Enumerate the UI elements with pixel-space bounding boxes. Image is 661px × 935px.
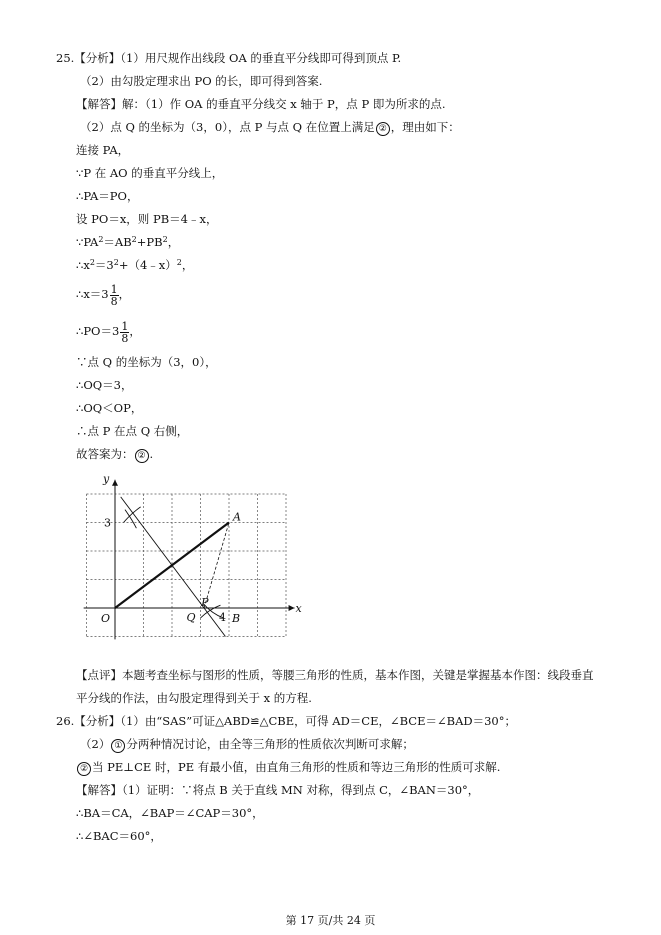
axis-label-x: x [295,602,302,615]
q25-step-4-c: +PB [136,235,163,249]
exponent: 2 [113,258,119,267]
q25-step-4 [76,234,179,250]
fraction-numerator: 1 [121,319,129,333]
q25-comment-1: 本题考查坐标与图形的性质，等腰三角形的性质，基本作图，关键是掌握基本作图：线段垂直 [122,668,594,682]
fraction-numerator: 1 [110,282,118,296]
q25-analysis-line-1 [56,50,401,66]
fraction-denominator: 8 [110,294,118,308]
exponent: 2 [98,235,104,244]
q26-analysis-2-post: 分两种情况讨论，由全等三角形的性质依次判断可求解； [126,737,414,751]
tick-label-4: 4 [219,611,226,624]
q25-solution-line-1 [76,96,446,112]
coordinate-figure [70,462,310,652]
q25-step-5-b: ＝3 [94,258,114,272]
q25-solution-2-pre: （2）点 Q 的坐标为（3，0），点 P 与点 Q 在位置上满足 [80,120,375,134]
q26-solution-line-1 [76,782,479,798]
page-footer: 第 17 页/共 24 页 [285,914,376,927]
q25-step-4-b: ＝AB [103,235,132,249]
q25-step-5-a: ∴x [76,258,90,272]
fraction-denominator: 8 [121,331,129,345]
exponent: 2 [131,235,137,244]
fraction [110,284,119,307]
q25-step-5 [76,257,193,273]
q26-solution-1: （1）证明：∵将点 B 关于直线 MN 对称，得到点 C，∠BAN＝30°， [122,783,480,797]
q25-step-1: ∵P 在 AO 的垂直平分线上， [76,166,224,180]
q26-analysis-2-pre: （2） [80,737,111,751]
q25-analysis-2: （2）由勾股定理求出 PO 的长，即可得到答案. [80,74,323,88]
y-axis-arrow [112,480,118,486]
q25-comment-line-1 [76,667,594,683]
q25-step-7 [76,319,141,344]
q25-answer-pre: 故答案为： [76,447,134,461]
q25-answer-post: . [149,447,154,461]
q26-solution-tag: 【解答】 [76,783,122,797]
perpendicular-bisector [121,497,226,637]
q25-step-5-c: +（4﹣x） [118,258,177,272]
q25-answer-circled: ② [135,449,149,463]
q25-solution-tag: 【解答】 [76,97,122,111]
q25-step-5-d: ， [181,258,194,272]
exponent: 2 [89,258,95,267]
exponent: 2 [176,258,182,267]
exponent: 2 [162,235,168,244]
q25-analysis-1: （1）用尺规作出线段 OA 的垂直平分线即可得到顶点 P. [120,51,402,65]
q25-step-4-d: ， [167,235,180,249]
q25-step-11: ∴点 P 在点 Q 右侧， [76,424,189,438]
q26-circled-1: ① [111,739,125,753]
q25-circled-2: ② [376,122,390,136]
fraction [120,321,129,344]
q25-step-6-pre: ∴x＝3 [76,287,109,301]
q26-analysis-3-post: 当 PE⊥CE 时，PE 有最小值，由直角三角形的性质和等边三角形的性质可求解. [92,760,501,774]
q26-number: 26. [56,714,75,728]
q25-step-7-pre: ∴PO＝3 [76,324,120,338]
figure-labels [101,473,303,625]
q25-number: 25. [56,51,75,65]
q25-comment-tag: 【点评】 [76,668,122,682]
point-label-B: B [232,612,241,625]
q25-comment-2: 平分线的作法，由勾股定理得到关于 x 的方程. [76,691,312,705]
point-label-A: A [233,510,241,524]
q26-analysis-line-1 [56,713,516,729]
q26-circled-2: ② [77,762,91,776]
point-label-O: O [101,612,111,625]
q25-step-2: ∴PA＝PO， [76,189,139,203]
q25-connect: 连接 PA， [76,143,130,157]
q26-analysis-tag: 【分析】 [74,714,121,728]
comma: ， [118,287,131,301]
q25-answer [76,446,153,463]
q25-solution-line-2 [80,119,460,136]
q25-step-8: ∵点 Q 的坐标为（3，0）， [76,355,217,369]
q25-step-6 [76,282,130,307]
q26-analysis-1: （1）由“SAS”可证△ABD≌△CBE，可得 AD＝CE，∠BCE＝∠BAD＝30°； [120,714,516,728]
q25-step-9: ∴OQ＝3， [76,378,133,392]
q25-step-10: ∴OQ＜OP， [76,401,143,415]
q26-analysis-line-2 [80,736,414,753]
q26-solution-2: ∴BA＝CA，∠BAP＝∠CAP＝30°， [76,806,264,820]
q25-analysis-tag: 【分析】 [74,51,121,65]
q25-solution-2-post: ，理由如下： [390,120,460,134]
comma: ， [129,324,141,338]
q25-solution-1: 解：（1）作 OA 的垂直平分线交 x 轴于 P，点 P 即为所求的点. [122,97,446,111]
point-label-P: P [201,596,209,609]
tick-label-3: 3 [104,516,111,530]
x-axis-arrow [289,605,295,611]
axis-label-y: y [103,472,110,486]
q25-step-4-a: ∵PA [76,235,99,249]
q26-solution-3: ∴∠BAC＝60°， [76,829,162,843]
q25-step-3: 设 PO＝x，则 PB＝4﹣x， [76,212,218,226]
point-label-Q: Q [186,611,196,624]
q26-analysis-line-3 [76,759,500,776]
